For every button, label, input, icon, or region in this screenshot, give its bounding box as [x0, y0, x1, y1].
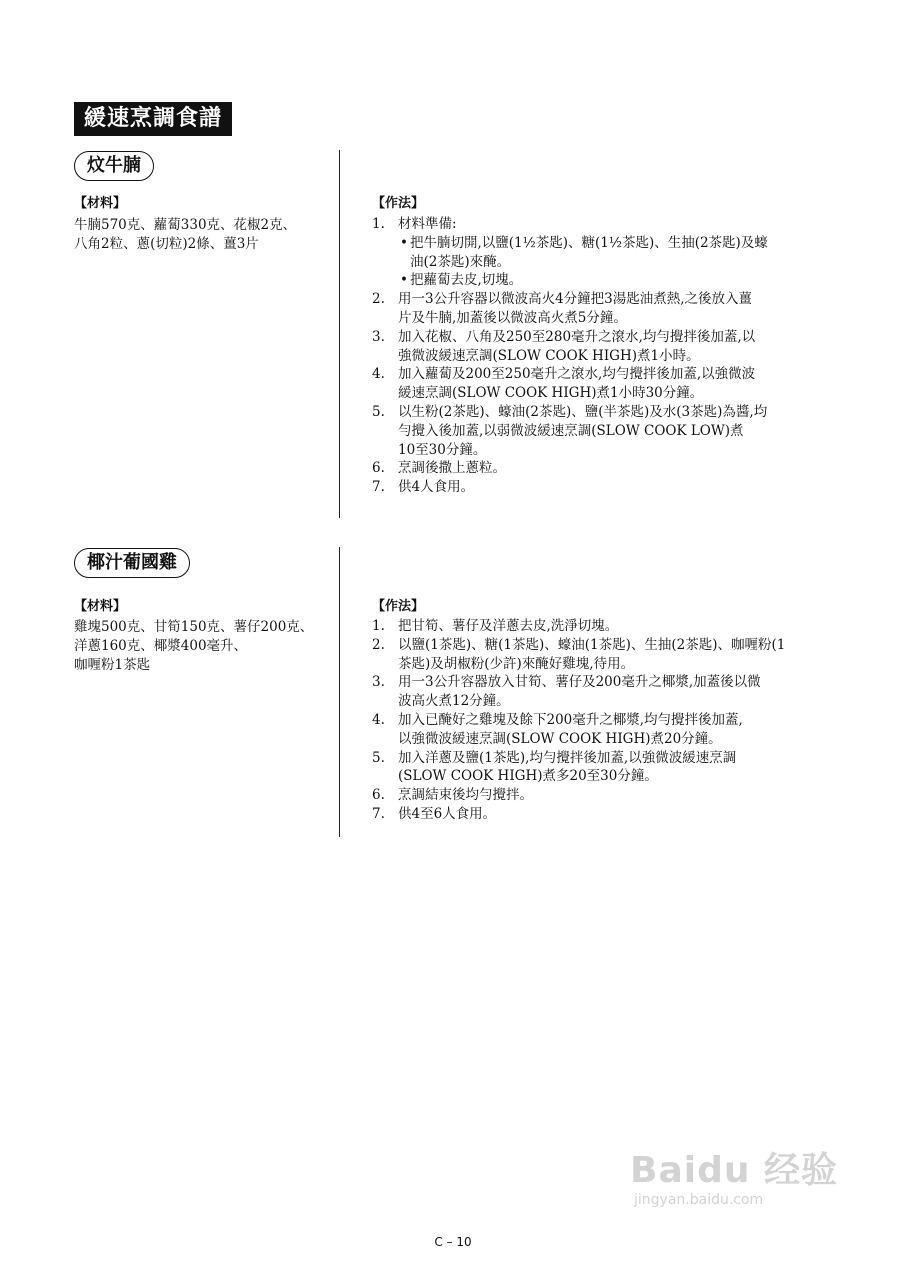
recipe-2-method-label: 【作法】 — [372, 599, 425, 614]
recipe-1-ingredients-label: 【材料】 — [74, 196, 127, 211]
recipe-2-title: 椰汁葡國雞 — [74, 548, 190, 578]
page-number: C – 10 — [434, 1235, 472, 1249]
recipe-1-steps — [372, 215, 842, 497]
step-item: 4. 加入已醃好之雞塊及餘下200毫升之椰漿,均勻攪拌後加蓋, 以強微波緩速烹調(SLOW COOK HIGH)煮20分鐘。 — [372, 711, 743, 747]
column-divider-2 — [339, 547, 340, 837]
recipe-2-ingredients — [74, 618, 334, 675]
baidu-watermark — [630, 1150, 870, 1230]
step-item: 5. 以生粉(2茶匙)、蠔油(2茶匙)、鹽(半茶匙)及水(3茶匙)為醬,均 勻攪入後加蓋,以弱微波緩速烹調(SLOW COOK LOW)煮 10至30分鐘。 — [372, 403, 768, 458]
ingredient-line: 雞塊500克、甘筍150克、薯仔200克、 — [74, 619, 314, 635]
step-item: 7. 供4人食用。 — [372, 479, 475, 496]
recipe-2-steps — [372, 617, 842, 824]
step-item: 6. 烹調結束後均勻攪拌。 — [372, 787, 533, 804]
step-subitem: • 把牛腩切開,以鹽(1½茶匙)、糖(1½茶匙)、生抽(2茶匙)及蠔 油(2茶匙)來醃。 — [400, 234, 768, 270]
step-subitem: • 把蘿蔔去皮,切塊。 — [400, 272, 523, 289]
step-item: 1. 材料準備: — [372, 216, 457, 232]
recipe-1-method-label: 【作法】 — [372, 196, 425, 211]
recipe-1-title: 炆牛腩 — [74, 151, 154, 181]
step-item: 3. 用一3公升容器放入甘筍、薯仔及200毫升之椰漿,加蓋後以微 波高火煮12分鐘。 — [372, 674, 761, 710]
ingredient-line: 牛腩570克、蘿蔔330克、花椒2克、 — [74, 217, 297, 233]
step-item: 6. 烹調後撒上蔥粒。 — [372, 460, 506, 477]
step-item: 2. 以鹽(1茶匙)、糖(1茶匙)、蠔油(1茶匙)、生抽(2茶匙)、咖喱粉(1 茶匙)及胡椒粉(少許)來醃好雞塊,待用。 — [372, 636, 786, 672]
ingredient-line: 八角2粒、蔥(切粒)2條、薑3片 — [74, 236, 259, 252]
watermark-logo: Baidu 经验 — [630, 1150, 839, 1191]
recipe-1-ingredients — [74, 216, 334, 254]
step-item: 3. 加入花椒、八角及250至280毫升之滾水,均勻攪拌後加蓋,以 強微波緩速烹調(SLOW COOK HIGH)煮1小時。 — [372, 328, 756, 364]
step-item: 4. 加入蘿蔔及200至250毫升之滾水,均勻攪拌後加蓋,以強微波 緩速烹調(SLOW COOK HIGH)煮1小時30分鐘。 — [372, 366, 756, 402]
section-title: 緩速烹調食譜 — [74, 102, 232, 136]
step-item: 7. 供4至6人食用。 — [372, 805, 497, 822]
column-divider-1 — [339, 150, 340, 518]
watermark-url: jingyan.baidu.com — [634, 1192, 764, 1208]
recipe-2-ingredients-label: 【材料】 — [74, 599, 127, 614]
ingredient-line: 咖喱粉1茶匙 — [74, 657, 151, 673]
step-item: 1. 把甘筍、薯仔及洋蔥去皮,洗淨切塊。 — [372, 618, 619, 634]
step-item: 2. 用一3公升容器以微波高火4分鐘把3湯匙油煮熱,之後放入薑 片及牛腩,加蓋後以微波高火煮5分鐘。 — [372, 291, 753, 326]
ingredient-line: 洋蔥160克、椰漿400毫升、 — [74, 638, 248, 654]
step-item: 5. 加入洋蔥及鹽(1茶匙),均勻攪拌後加蓋,以強微波緩速烹調 (SLOW COOK HIGH)煮多20至30分鐘。 — [372, 749, 737, 785]
